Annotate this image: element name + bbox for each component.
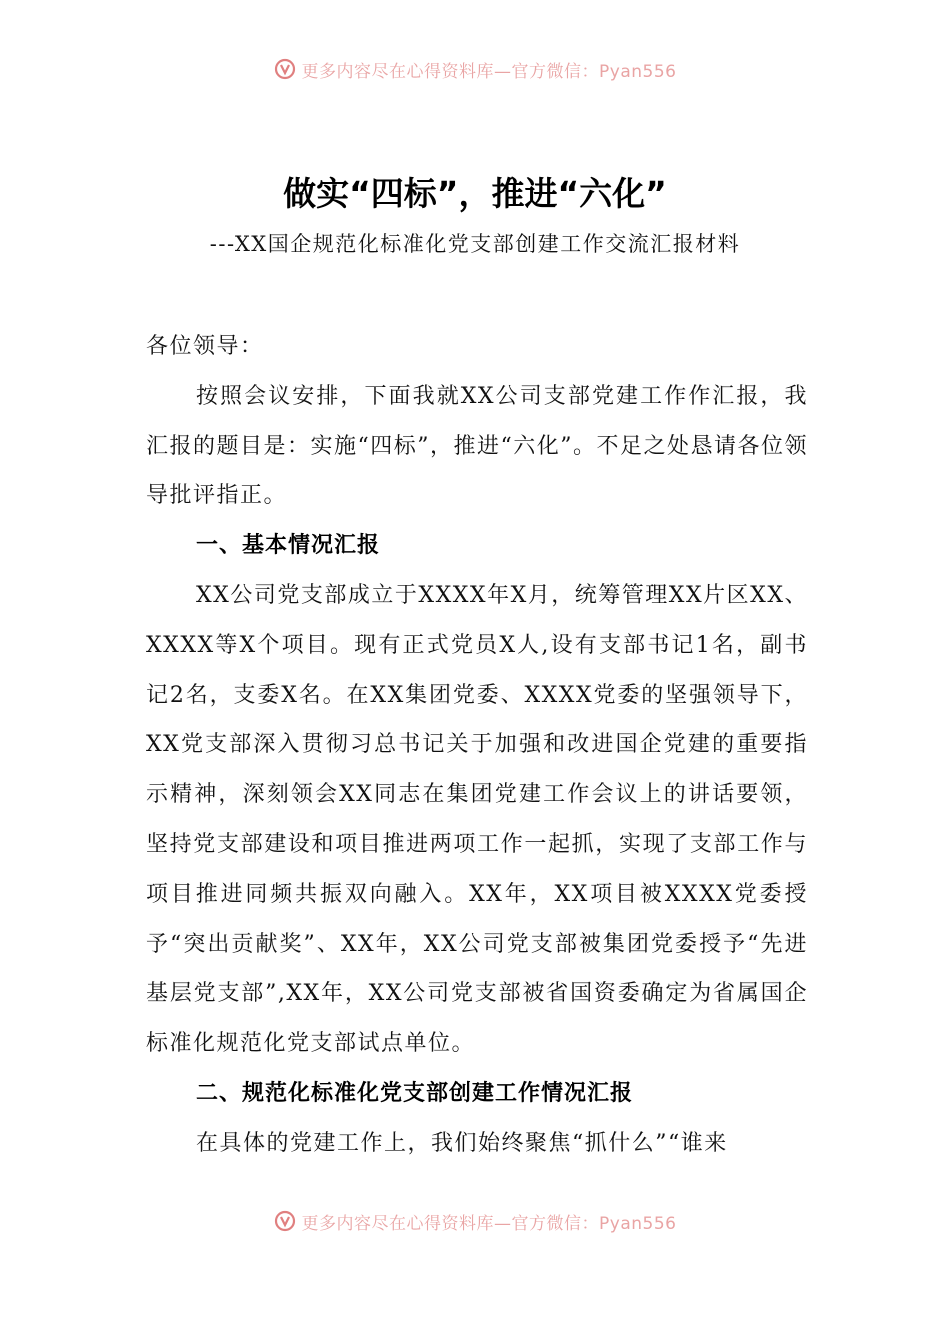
watermark-text: 更多内容尽在心得资料库—官方微信：Pyan556 xyxy=(301,61,677,82)
section-1-paragraph: XX公司党支部成立于XXXX年X月，统筹管理XX片区XX、XXXX等X个项目。现有正式党员X人,设有支部书记1名，副书记2名，支委X名。在XX集团党委、XXXX党委的坚强领导下，XX党支部深入贯彻习总书记关于加强和改进国企党建的重要指示精神，深刻领会XX同志在集团党建工作会议上的讲话要领，坚持党支部建设和项目推进两项工作一起抓，实现了支部工作与项目推进同频共振双向融入。XX年，XX项目被XXXX党委授予“突出贡献奖”、XX年，XX公司党支部被集团党委授予“先进基层党支部”,XX年，XX公司党支部被省国资委确定为省属国企标准化规范化党支部试点单位。 xyxy=(146,582,808,1057)
watermark-top xyxy=(0,54,950,84)
section-1-heading: 一、基本情况汇报 xyxy=(196,533,381,559)
salutation: 各位领导： xyxy=(146,334,264,359)
watermark-logo-icon xyxy=(274,58,296,80)
watermark-bottom xyxy=(0,1206,950,1236)
intro-paragraph: 按照会议安排，下面我就XX公司支部党建工作作汇报，我汇报的题目是：实施“四标”，推进“六化”。不足之处恳请各位领导批评指正。 xyxy=(146,383,808,509)
section-2-paragraph: 在具体的党建工作上，我们始终聚焦“抓什么”“谁来 xyxy=(196,1130,728,1156)
document-subtitle: ---XX国企规范化标准化党支部创建工作交流汇报材料 xyxy=(209,232,741,256)
document-title: 做实“四标”，推进“六化” xyxy=(283,174,667,213)
document-body xyxy=(146,322,808,1169)
section-2-heading: 二、规范化标准化党支部创建工作情况汇报 xyxy=(196,1080,634,1106)
watermark-text: 更多内容尽在心得资料库—官方微信：Pyan556 xyxy=(301,1213,677,1234)
watermark-logo-icon xyxy=(274,1210,296,1232)
